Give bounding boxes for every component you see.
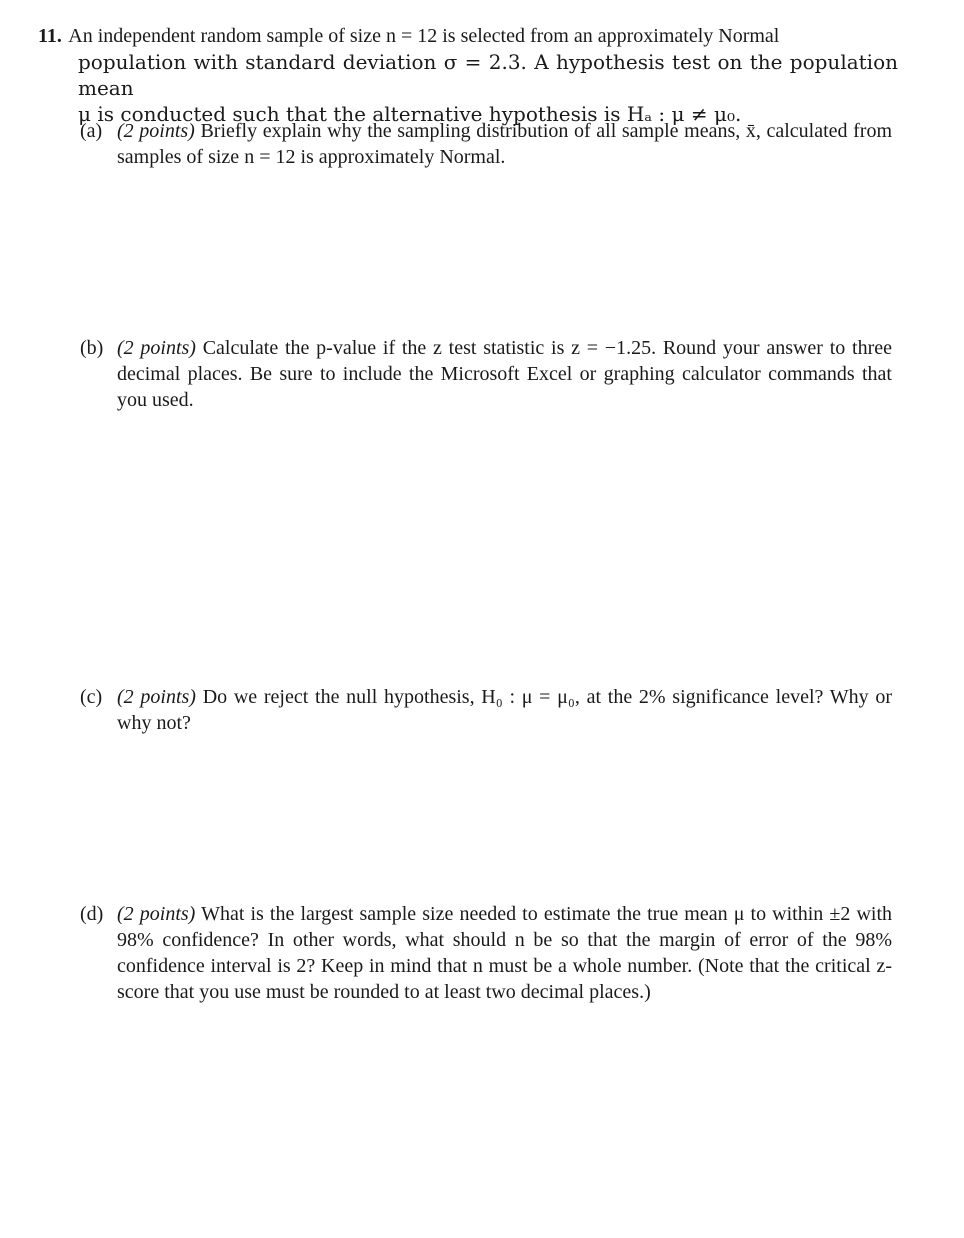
question-stem-line-2: population with standard deviation σ = 2.3. A hypothesis test on the population mean (78, 50, 898, 100)
part-c-points: (2 points) (117, 686, 196, 708)
part-c-text: Do we reject the null hypothesis, H₀ : μ = μ₀, at the 2% significance level? Why or why not? (117, 686, 893, 734)
part-a-label: (a) (80, 120, 103, 142)
part-c (80, 684, 892, 736)
part-d-label: (d) (80, 903, 104, 925)
question-11-stem (38, 22, 898, 127)
question-stem-line-3: μ is conducted such that the alternative hypothesis is Hₐ : μ ≠ μ₀. (78, 102, 742, 126)
part-d-text: What is the largest sample size needed to estimate the true mean μ to within ±2 with 98% confidence? In other words, what should n be so that the margin of error of the 98% confidence interval is 2? Keep in mind that n must be a whole number. (Note that the critical z-score that you use must be rounded to at least two decimal places.) (117, 903, 893, 1003)
part-b-body (117, 335, 892, 413)
part-b-label: (b) (80, 337, 104, 359)
part-b-text: Calculate the p-value if the z test statistic is z = −1.25. Round your answer to three decimal places. Be sure to include the Microsoft Excel or graphing calculator commands that you used. (117, 337, 892, 411)
part-b (80, 335, 892, 413)
question-stem-line-1: An independent random sample of size n = 12 is selected from an approximately Normal (68, 25, 780, 47)
part-c-label: (c) (80, 686, 103, 708)
question-number: 11. (38, 25, 62, 47)
part-d-body (117, 901, 892, 1005)
part-c-body (117, 684, 892, 736)
part-d (80, 901, 892, 1005)
part-d-points: (2 points) (117, 903, 196, 925)
part-a (80, 118, 892, 170)
part-b-points: (2 points) (117, 337, 196, 359)
part-a-points: (2 points) (117, 120, 195, 142)
part-a-text: Briefly explain why the sampling distribution of all sample means, x̄, calculated from samples of size n = 12 is approximately Normal. (117, 120, 893, 168)
part-a-body (117, 118, 892, 170)
